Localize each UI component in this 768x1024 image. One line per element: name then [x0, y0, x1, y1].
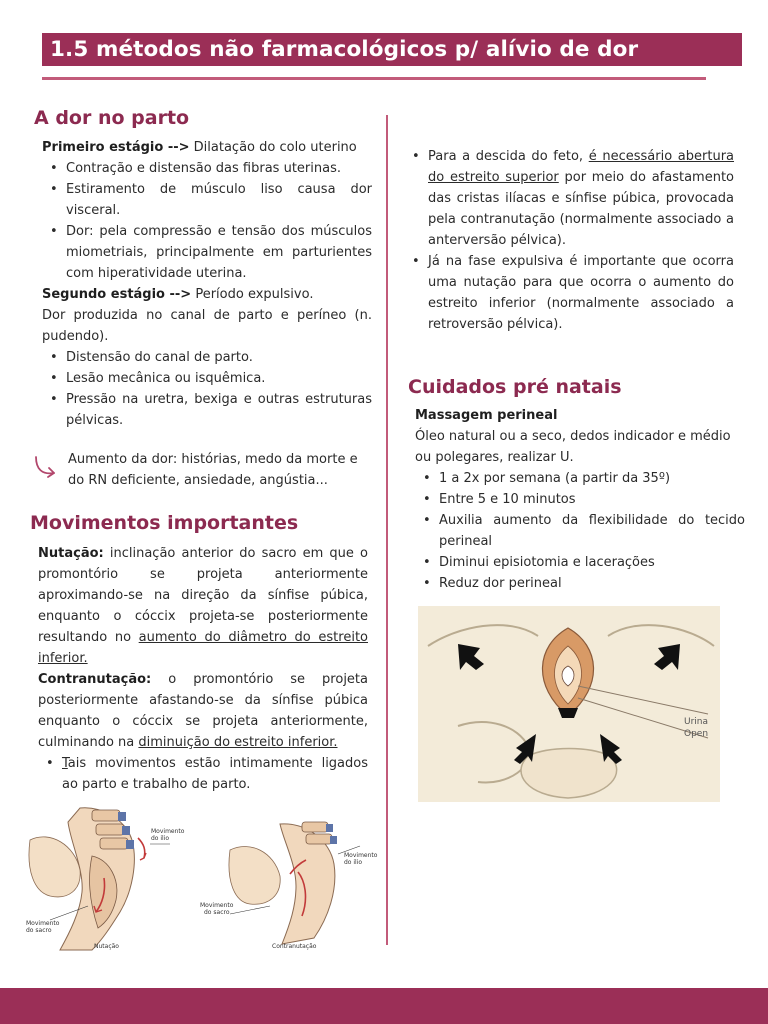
nutacao-text: inclinação anterior do sacro em que o promontório se projeta anteriormente aproximando-se na direção da sínfise púbica, enquanto o cóccix projeta-se posteriormente resultando no	[38, 546, 368, 645]
nutacao-sacro-label-1: Movimento	[26, 920, 60, 927]
cuidados-content	[415, 405, 750, 594]
list-item: • Lesão mecânica ou isquêmica.	[42, 368, 372, 389]
bullet-text: ais movimentos estão intimamente ligados ao parto e trabalho de parto.	[62, 756, 368, 792]
segundo-estagio-text: Período expulsivo.	[191, 287, 314, 302]
list-item: • Auxilia aumento da flexibilidade do tecido perineal	[415, 510, 745, 552]
page-title: 1.5 métodos não farmacológicos p/ alívio de dor	[50, 37, 639, 62]
section-heading-dor-parto: A dor no parto	[34, 107, 190, 129]
massagem-desc: Óleo natural ou a seco, dedos indicador e médio ou polegares, realizar U.	[415, 429, 731, 465]
contranutacao-label: Contranutação:	[38, 672, 152, 687]
nutacao-sacro-label-2: do sacro	[26, 927, 52, 934]
primeiro-estagio-label: Primeiro estágio -->	[42, 140, 190, 155]
segundo-estagio-label: Segundo estágio -->	[42, 287, 192, 302]
list-item: • Pressão na uretra, bexiga e outras estruturas pélvicas.	[42, 389, 372, 431]
pelvic-list	[404, 146, 734, 335]
segundo-estagio-line	[42, 284, 372, 305]
nutation-counternutation-figure	[20, 800, 382, 958]
footer-bar	[0, 988, 768, 1024]
list-item: • Diminui episiotomia e lacerações	[415, 552, 745, 573]
curved-arrow-icon	[32, 453, 60, 481]
primeiro-estagio-text: Dilatação do colo uterino	[189, 140, 357, 155]
contranutacao-text: o promontório se projeta posteriormente afastando-se da sínfise púbica enquanto o cóccix se projeta anteriormente, culminando na	[38, 672, 368, 750]
nutacao-caption: Nutação	[94, 943, 119, 950]
list-item: • Já na fase expulsiva é importante que ocorra uma nutação para que ocorra o aumento do estreito inferior (normalmente associado a retroversão pélvica).	[404, 251, 734, 335]
list-item: • Reduz dor perineal	[415, 573, 745, 594]
contranutacao-underlined: diminuição do estreito inferior.	[138, 735, 338, 750]
nutacao-underlined: aumento do diâmetro do estreito inferior.	[38, 630, 368, 666]
list-item: • Distensão do canal de parto.	[42, 347, 372, 368]
contra-ilio-label-1: Movimento	[344, 852, 378, 859]
list-item: • Estiramento de músculo liso causa dor visceral.	[42, 179, 372, 221]
title-underline	[42, 77, 706, 80]
image-label-open: Open	[684, 729, 709, 739]
contranutacao-paragraph	[38, 669, 368, 753]
movimentos-list	[38, 753, 368, 795]
nutacao-paragraph	[38, 543, 368, 669]
nutacao-ilio-label-2: do ilio	[151, 835, 170, 842]
massagem-list	[415, 468, 745, 594]
list-item: • 1 a 2x por semana (a partir da 35º)	[415, 468, 745, 489]
bullet-text: Para a descida do feto,	[428, 149, 589, 164]
bullet-first-letter: T	[62, 756, 68, 771]
bullet-underlined: é necessário abertura do estreito superior	[428, 149, 735, 185]
list-item	[38, 753, 368, 795]
image-label-urina: Urina	[684, 717, 709, 727]
primeiro-estagio-line	[42, 137, 372, 158]
list-item	[404, 146, 734, 251]
callout-text: Aumento da dor: histórias, medo da morte e do RN deficiente, ansiedade, angústia...	[68, 452, 358, 488]
contra-ilio-label-2: do ilio	[344, 859, 363, 866]
segundo-estagio-desc: Dor produzida no canal de parto e períneo (n. pudendo).	[42, 308, 372, 344]
pelvic-movement-bullets	[404, 146, 734, 335]
massagem-subheading: Massagem perineal	[415, 408, 558, 423]
segundo-estagio-list	[42, 347, 372, 431]
dor-parto-content	[42, 137, 372, 431]
nutacao-label: Nutação:	[38, 546, 104, 561]
contra-sacro-label-1: Movimento	[200, 902, 234, 909]
perineal-massage-illustration	[418, 606, 720, 802]
section-heading-movimentos: Movimentos importantes	[30, 512, 299, 534]
nutacao-ilio-label-1: Movimento	[151, 828, 185, 835]
contra-sacro-label-2: do sacro	[204, 909, 230, 916]
contranutacao-caption: Contranutação	[272, 943, 317, 950]
list-item: • Contração e distensão das fibras uterinas.	[42, 158, 372, 179]
list-item: • Entre 5 e 10 minutos	[415, 489, 745, 510]
list-item: • Dor: pela compressão e tensão dos músculos miometriais, principalmente em parturientes com hiperatividade uterina.	[42, 221, 372, 284]
primeiro-estagio-list	[42, 158, 372, 284]
movimentos-content	[38, 543, 368, 795]
column-divider	[386, 115, 388, 945]
section-heading-cuidados: Cuidados pré natais	[408, 376, 622, 398]
bullet-text: por meio do afastamento das cristas ilíacas e sínfise púbica, provocada pela contranutação (normalmente associado a anterversão pélvica).	[428, 170, 734, 248]
pain-increase-callout	[32, 449, 362, 493]
